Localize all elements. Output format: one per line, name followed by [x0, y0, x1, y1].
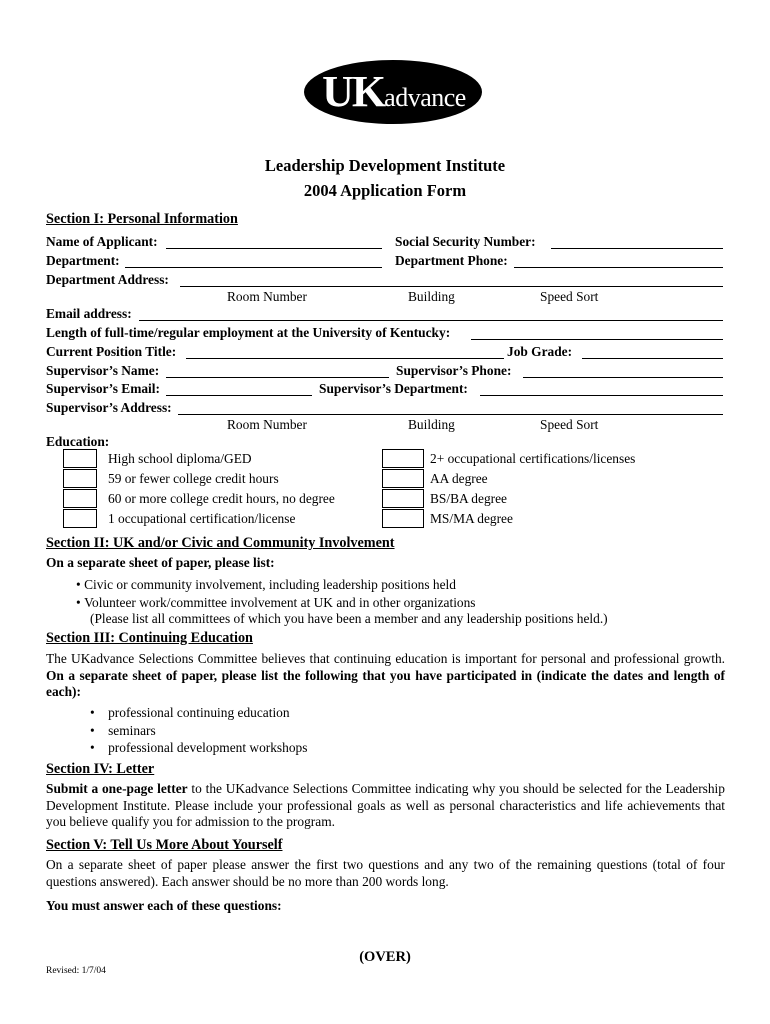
logo-advance-text: advance — [384, 83, 466, 112]
position-title-field[interactable] — [186, 358, 504, 359]
section-4-heading: Section IV: Letter — [46, 761, 155, 777]
building-caption: Building — [408, 289, 455, 304]
name-label: Name of Applicant: — [46, 234, 158, 249]
supervisor-name-field[interactable] — [166, 377, 389, 378]
bullet-icon: • — [90, 740, 95, 755]
education-option: BS/BA degree — [430, 491, 507, 506]
dept-address-field[interactable] — [180, 286, 723, 287]
employment-length-label: Length of full-time/regular employment at the University of Kentucky: — [46, 325, 451, 340]
education-option: High school diploma/GED — [108, 451, 252, 466]
list-item: • professional development workshops — [90, 740, 308, 755]
supervisor-phone-field[interactable] — [523, 377, 723, 378]
room-number-caption: Room Number — [227, 289, 307, 304]
education-option: 1 occupational certification/license — [108, 511, 296, 526]
section-1-heading: Section I: Personal Information — [46, 211, 238, 227]
dept-phone-label: Department Phone: — [395, 253, 508, 268]
education-checkbox-aa[interactable] — [382, 469, 424, 488]
education-option: 59 or fewer college credit hours — [108, 471, 279, 486]
section-5-heading: Section V: Tell Us More About Yourself — [46, 837, 283, 853]
email-label: Email address: — [46, 306, 132, 321]
ssn-field[interactable] — [551, 248, 723, 249]
must-answer-text: You must answer each of these questions: — [46, 898, 282, 913]
section-3-heading: Section III: Continuing Education — [46, 630, 253, 646]
education-checkbox-ms-ma[interactable] — [382, 509, 424, 528]
form-subtitle: 2004 Application Form — [303, 181, 467, 200]
bullet-icon: • — [90, 705, 95, 720]
list-item: • professional continuing education — [90, 705, 290, 720]
section-4-paragraph: Submit a one-page letter to the UKadvance Selections Committee indicating why you should be selected for the Leadership Development Institute. Please include your professional goals as well as personal characteristics and life achievements that you believe qualify you for admission to the program. — [46, 781, 725, 829]
supervisor-dept-field[interactable] — [480, 395, 723, 396]
section-2-intro: On a separate sheet of paper, please list: — [46, 555, 275, 570]
section-3-paragraph: The UKadvance Selections Committee believes that continuing education is important for personal and professional growth. On a separate sheet of paper, please list the following that you have participated in (indicate the dates and length of each): — [46, 651, 725, 699]
form-title: Leadership Development Institute — [264, 156, 506, 175]
bullet-icon: • — [76, 595, 81, 610]
education-option: 2+ occupational certifications/licenses — [430, 451, 636, 466]
education-option: AA degree — [430, 471, 488, 486]
list-item: • Volunteer work/committee involvement at UK and in other organizations — [76, 595, 476, 610]
section-2-note: (Please list all committees of which you have been a member and any leadership positions held.) — [90, 611, 608, 626]
supervisor-name-label: Supervisor’s Name: — [46, 363, 160, 378]
section-2-heading: Section II: UK and/or Civic and Community Involvement — [46, 535, 395, 551]
education-checkbox-2-certs[interactable] — [382, 449, 424, 468]
supervisor-address-field[interactable] — [178, 414, 723, 415]
position-title-label: Current Position Title: — [46, 344, 177, 359]
department-label: Department: — [46, 253, 120, 268]
speed-sort-caption-2: Speed Sort — [540, 417, 599, 432]
employment-length-field[interactable] — [471, 339, 723, 340]
bullet-icon: • — [76, 577, 81, 592]
revised-date: Revised: 1/7/04 — [46, 966, 106, 976]
bullet-icon: • — [90, 723, 95, 738]
room-number-caption-2: Room Number — [227, 417, 307, 432]
education-checkbox-59-credits[interactable] — [63, 469, 97, 488]
education-label: Education: — [46, 434, 110, 449]
supervisor-email-field[interactable] — [166, 395, 312, 396]
speed-sort-caption: Speed Sort — [540, 289, 599, 304]
job-grade-field[interactable] — [582, 358, 723, 359]
department-field[interactable] — [125, 267, 382, 268]
ukadvance-logo-text — [306, 62, 482, 122]
logo-uk-text: UK — [322, 67, 385, 116]
education-option: 60 or more college credit hours, no degree — [108, 491, 335, 506]
name-field[interactable] — [166, 248, 382, 249]
dept-phone-field[interactable] — [514, 267, 723, 268]
supervisor-phone-label: Supervisor’s Phone: — [396, 363, 512, 378]
building-caption-2: Building — [408, 417, 455, 432]
email-field[interactable] — [139, 320, 723, 321]
education-option: MS/MA degree — [430, 511, 513, 526]
supervisor-dept-label: Supervisor’s Department: — [319, 381, 468, 396]
list-item: • seminars — [90, 723, 156, 738]
over-indicator: (OVER) — [359, 949, 411, 965]
education-checkbox-1-cert[interactable] — [63, 509, 97, 528]
ssn-label: Social Security Number: — [395, 234, 536, 249]
supervisor-email-label: Supervisor’s Email: — [46, 381, 160, 396]
section-5-paragraph: On a separate sheet of paper please answer the first two questions and any two of the remaining questions (total of four questions answered). Each answer should be no more than 200 words long. — [46, 857, 725, 889]
supervisor-address-label: Supervisor’s Address: — [46, 400, 172, 415]
dept-address-label: Department Address: — [46, 272, 169, 287]
education-checkbox-60-credits[interactable] — [63, 489, 97, 508]
education-checkbox-hs[interactable] — [63, 449, 97, 468]
list-item: • Civic or community involvement, including leadership positions held — [76, 577, 456, 592]
job-grade-label: Job Grade: — [507, 344, 573, 359]
education-checkbox-bs-ba[interactable] — [382, 489, 424, 508]
